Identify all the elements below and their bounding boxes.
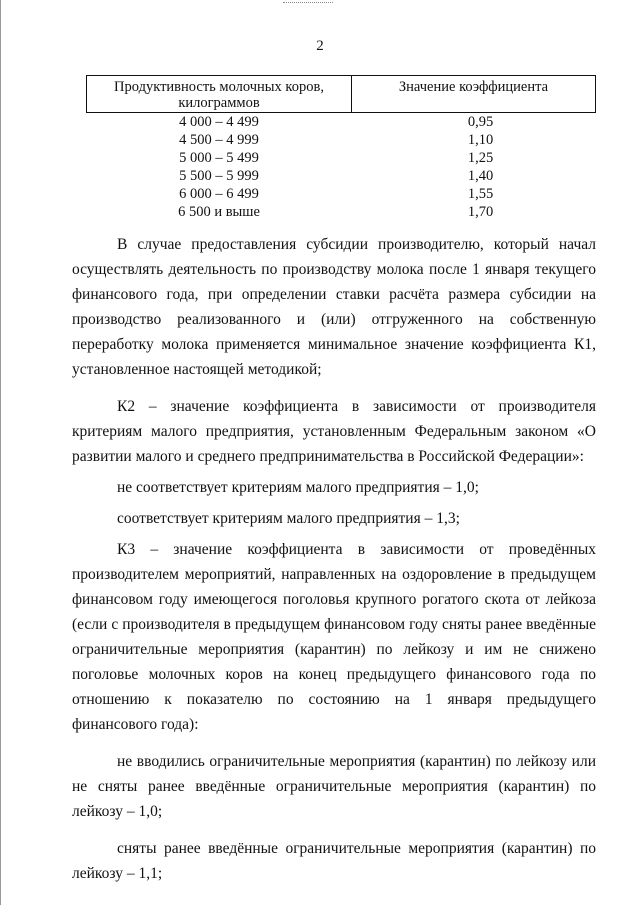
table-row: [87, 131, 596, 149]
paragraph-k2-option-1: не соответствует критериям малого предприятия – 1,0;: [117, 479, 479, 496]
productivity-cell: 6 500 и выше: [178, 204, 260, 220]
table-row: [87, 185, 596, 203]
paragraph-k2-option-2: соответствует критериям малого предприятия – 1,3;: [117, 510, 460, 527]
paragraph-k3-definition: К3 – значение коэффициента в зависимости от проведённых производителем мероприятий, направленных на оздоровление в предыдущем финансовом году имеющегося поголовья крупного рогатого скота от лейкоза (если с производителя в предыдущем финансовом году сняты ранее введённые ограничительные мероприятия (карантин) по лейкозу и им не снижено поголовье молочных коров на конец предыдущего финансового года по отношению к показателю по состоянию на 1 января предыдущего финансового года):: [72, 541, 596, 733]
coefficient-cell: 1,40: [467, 168, 494, 184]
paragraph-k2-definition: К2 – значение коэффициента в зависимости от производителя критериям малого предприятия, установленным Федеральным законом «О развитии малого и среднего предпринимательства в Российской Федерации»:: [72, 398, 596, 465]
page-edge-line: [0, 0, 1, 905]
coefficient-cell: 1,55: [467, 186, 494, 202]
table-row: [87, 203, 596, 221]
coefficient-table: [86, 75, 596, 221]
productivity-cell: 5 500 – 5 999: [179, 168, 259, 184]
paragraph-k1-note: В случае предоставления субсидии производителю, который начал осуществлять деятельность по производству молока после 1 января текущего финансового года, при определении ставки расчёта размера субсидии на производство реализованного и (или) отгруженного на собственную переработку молока применяется минимальное значение коэффициента К1, установленное настоящей методикой;: [72, 236, 596, 378]
document-body: [72, 232, 596, 886]
table-header-row: [87, 76, 596, 113]
coefficient-cell: 1,70: [467, 204, 494, 220]
header-productivity: Продуктивность молочных коров, килограммов: [87, 76, 352, 113]
paragraph-k3-option-2: сняты ранее введённые ограничительные мероприятия (карантин) по лейкозу – 1,1;: [72, 840, 596, 882]
productivity-cell: 4 500 – 4 999: [179, 132, 259, 148]
table-row: [87, 167, 596, 185]
productivity-cell: 6 000 – 6 499: [179, 186, 259, 202]
page-number: 2: [316, 38, 324, 54]
coefficient-cell: 1,25: [467, 150, 494, 166]
scan-mark: [283, 2, 333, 4]
table-row: [87, 149, 596, 167]
coefficient-cell: 0,95: [467, 114, 494, 130]
table-row: [87, 113, 596, 132]
paragraph-k3-option-1: не вводились ограничительные мероприятия (карантин) по лейкозу или не сняты ранее введённые ограничительные мероприятия (карантин) по лейкозу – 1,0;: [72, 753, 596, 820]
coefficient-cell: 1,10: [467, 132, 494, 148]
productivity-cell: 5 000 – 5 499: [179, 150, 259, 166]
productivity-cell: 4 000 – 4 499: [179, 114, 259, 130]
header-coefficient: Значение коэффициента: [352, 76, 596, 113]
